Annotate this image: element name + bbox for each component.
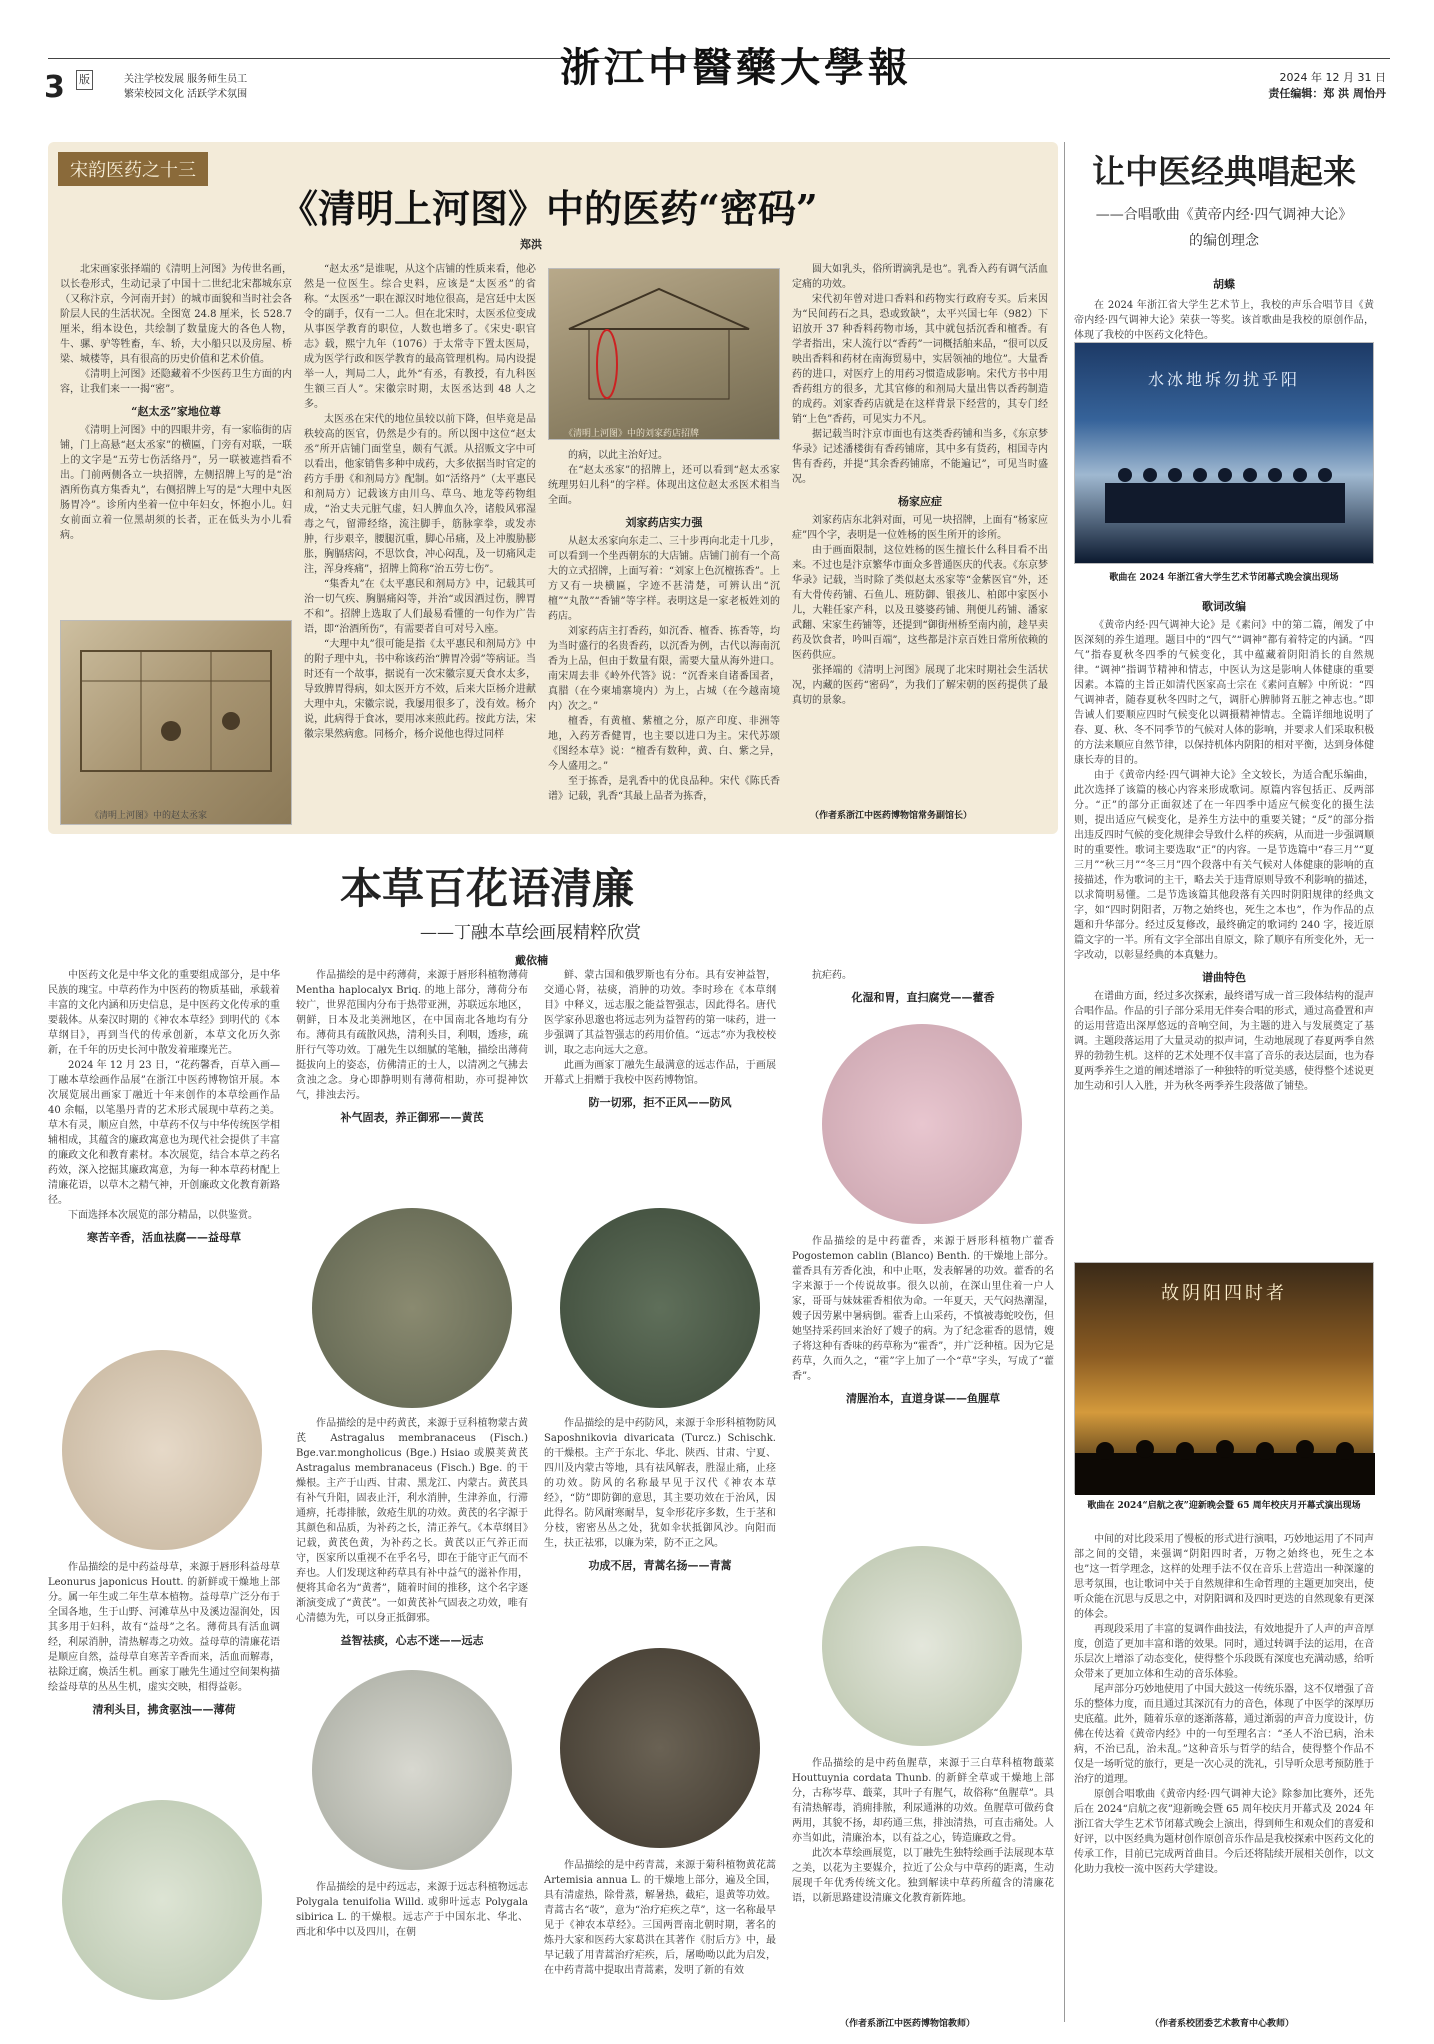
paragraph: 刘家药店东北斜对面，可见一块招牌，上面有“杨家应症”四个字，表明是一位姓杨的医生所开的诊所。 <box>792 515 1048 541</box>
paragraph: 鲜、蒙古国和俄罗斯也有分布。具有安神益智，交通心肾，祛痰，消肿的功效。李时珍在《本草纲目》中释义，远志服之能益智强志，因此得名。唐代医学家孙思邈也将远志列为益智药的第一味药，进一步强调了其益智强志的药用价值。“远志”亦为我校校训，取之志向远大之意。 <box>544 970 776 1056</box>
paragraph: 的病，以此主治好过。 <box>568 450 668 461</box>
article-b-col4 <box>792 968 1054 1009</box>
paragraph: 作品描绘的是中药益母草，来源于唇形科益母草 Leonurus japonicus Houtt. 的新鲜或干燥地上部分。属一年生或二年生草本植物。益母草广泛分布于全国各地，生于山野、河滩草丛中及溪边湿润处，因其多用于妇科，故有“益母”之名。薄荷具有活血调经，利尿消肿，清热解毒之功效。益母草的清廉花语是顺应自然，益母草自寒苦辛香而来，活血而解毒，祛除迂腐，焕活生机。画家丁融先生通过空间架构描绘益母草的丛丛生机，虚实交映，相得益彰。 <box>48 1562 280 1693</box>
article-a-col2 <box>304 262 536 742</box>
painting-bohe <box>62 1800 262 2000</box>
slogan-line: 关注学校发展 服务师生员工 <box>124 74 248 85</box>
article-r-intro <box>1074 298 1374 343</box>
article-b-col2-mid <box>296 1416 528 1652</box>
paragraph: 北宋画家张择端的《清明上河图》为传世名画，以长卷形式，生动记录了中国十二世纪北宋都城东京（又称汴京，今河南开封）的城市面貌和当时社会各阶层人民的生活状况。全图宽 24.8 厘米，长 528.7 厘米，绢本设色，共绘制了数量庞大的各色人物，牛、骡、驴等牲畜，车、轿，大小船只以及房屋、桥梁、城楼等，具有很高的历史价值和艺术价值。 <box>60 264 292 365</box>
paragraph: 原创合唱歌曲《黄帝内经·四气调神大论》除参加比赛外，还先后在 2024“启航之夜”迎新晚会暨 65 周年校庆月开幕式及 2024 年浙江省大学生艺术节闭幕式晚会上演出，得到师生和观众们的喜爱和好评，以中医经典为题材创作原创音乐作品是我校探索中医药文化的传承工作，目前已完成两首曲目。今后还将陆续开展相关创作，以文化助力我校一流中医药大学建设。 <box>1074 1789 1374 1875</box>
article-b-author: 戴依楠 <box>515 954 548 967</box>
caption: 歌曲在 2024“启航之夜”迎新晚会暨 65 周年校庆月开幕式演出现场 <box>1087 1501 1361 1511</box>
paragraph: “集香丸”在《太平惠民和剂局方》中，记载其可治一切气疾、胸膈痛闷等，并治“或因酒过伤，脾胃不和”。招牌上选取了人们最易看懂的一句作为广告语，即“治酒所伤”，有需要者自可对号入座。 <box>304 579 536 635</box>
subheading: 功成不居，青蒿名扬——青蒿 <box>588 1559 732 1572</box>
caption: 歌曲在 2024 年浙江省大学生艺术节闭幕式晚会演出现场 <box>1109 573 1339 583</box>
paragraph: 《清明上河图》还隐藏着不少医药卫生方面的内容，让我们来一一揭“密”。 <box>60 369 292 395</box>
paragraph: 作品描绘的是中药藿香，来源于唇形科植物广藿香 Pogostemon cablin (Blanco) Benth. 的干燥地上部分。藿香具有芳香化浊，和中止呕，发表解暑的功效。藿香的名字来源于一个传说故事。很久以前，在深山里住着一户人家，哥哥与妹妹霍香相依为命。一年夏天，天气闷热潮湿，嫂子因劳累中暑病倒。霍香上山采药，不慎被毒蛇咬伤，但她坚持采药回来治好了嫂子的病。为了纪念霍香的恩情，嫂子将这种有香味的药草称为“霍香”，并广泛种植。因为它是药草，久而久之，“霍”字上加了一个“草”字头，写成了“藿香”。 <box>792 1236 1054 1382</box>
paragraph: 此画为画家丁融先生最满意的远志作品，于画展开幕式上捐赠于我校中医药博物馆。 <box>544 1060 776 1086</box>
article-b-col3-lower <box>544 1858 776 1978</box>
article-a-col3 <box>548 448 780 804</box>
page-label: 版 <box>76 70 93 90</box>
article-a-author: 郑洪 <box>520 238 542 251</box>
dateline <box>1268 70 1386 102</box>
subheading: 清利头目，拂贪驱浊——薄荷 <box>92 1703 236 1716</box>
caption: 《清明上河图》中的赵太丞家 <box>90 811 208 821</box>
paragraph: 下面选择本次展览的部分精品，以供鉴赏。 <box>68 1210 258 1221</box>
subheading: 谱曲特色 <box>1202 971 1246 984</box>
subheading: 清腥治本，直道身谋——鱼腥草 <box>846 1392 1000 1405</box>
stage-banner: 故阴阳四时者 <box>1161 1283 1287 1304</box>
paragraph: 抗疟药。 <box>812 970 852 981</box>
painting-sketch <box>549 269 781 441</box>
paragraph: 2024 年 12 月 23 日，“花药馨香，百草入画—丁融本草绘画作品展”在浙江中医药博物馆开展。本次展览展出画家丁融近十年来创作的本草绘画作品 40 余幅，以笔墨丹青的艺术形式展现中草药之美。草木有灵，顺应自然，中草药不仅与中华传统医学相辅相成，其蕴含的廉政寓意也为现代社会提供了丰富的廉政文化和教育素材。本次展览，结合本草之药名药效，深入挖掘其廉政寓意，为每一种本草药材配上清廉花语，以草木之精气神，开创廉政文化教育新路径。 <box>48 1060 280 1206</box>
article-b-subtitle: ——丁融本草绘画展精粹欣赏 <box>420 923 641 943</box>
article-r-body1 <box>1074 592 1374 1094</box>
article-b-col4-lower <box>792 1756 1054 1906</box>
paragraph: 在谱曲方面，经过多次探索，最终谱写成一首三段体结构的混声合唱作品。作品的引子部分采用无伴奏合唱的形式，通过高叠置和声的运用营造出深厚悠远的音响空间，为主题的进入与发展奠定了基调。主题段落运用了大量灵动的拟声词，生动地展现了春夏两季自然界的勃勃生机。这样的艺术处理不仅丰富了音乐的表达层面，也为春夏两季养生之道的阐述增添了一种独特的听觉美感，使得整个述说更加生动和引人入胜，并为秋冬两季养生段落做了铺垫。 <box>1074 991 1374 1092</box>
paragraph: 作品描绘的是中药远志，来源于远志科植物远志 Polygala tenuifolia Willd. 或卵叶远志 Polygala sibirica L. 的干燥根。远志产于中国东北、华北、西北和华中以及四川，在朝 <box>296 1882 528 1938</box>
painting-qinghao <box>560 1648 760 1848</box>
paragraph: 由于《黄帝内经·四气调神大论》全文较长，为适合配乐编曲，此次选择了该篇的核心内容来形成歌词。原篇内容包括正、反两部分。“正”的部分正面叙述了在一年四季中适应气候变化的摄生法则，提出适应气候变化，是养生方法中的重要关键；“反”的部分指出违反四时气候的变化规律会导致什么样的疾病，从而进一步强调顺时的重要性。歌词主要选取“正”的内容。一是节选篇中“春三月”“夏三月”“秋三月”“冬三月”四个段落中有关气候对人体健康的影响的直接描述，作为歌词的主干，略去关于违背原则导致不利影响的描述，以求简明易懂。二是节选该篇其他段落有关四时阴阳规律的经典文字，如“四时阴阳者，万物之始终也，死生之本也”，作为作品的点题和升华部分。经过反复修改，最终确定的歌词约 240 字，接近原篇文字的一半。所有文字全部出自原文，除了顺序有所变化外，无一字改动，以彰显经典的本真魅力。 <box>1074 770 1374 961</box>
paragraph: 作品描绘的是中药黄芪，来源于豆科植物蒙古黄芪 Astragalus membranaceus (Fisch.) Bge.var.mongholicus (Bge.) Hsiao 或膜荚黄芪 Astragalus membranaceus (Fisch.) Bge. 的干燥根。主产于山西、甘肃、黑龙江、内蒙古。黄芪具有补气升阳，固表止汗，利水消肿，生津养血，行滞通痹，托毒排脓，敛疮生肌的功效。黄芪的名字源于其颜色和品质，为补药之长，清正养气。《本草纲目》记载，黄芪色黄，为补药之长。黄芪以正气养正而守，医家所以重视不在乎名号，即在于能守正气而不弃也。人们发现这种药草具有补中益气的滋补作用，便将其命名为“黄耆”，随着时间的推移，这个名字逐渐演变成了“黄芪”。一如黄芪补气固表之功效，唯有心清德为先，可以身正抵御邪。 <box>296 1418 528 1624</box>
article-a-col4 <box>792 262 1048 708</box>
paragraph: 张择端的《清明上河图》展现了北宋时期社会生活状况，内藏的医药“密码”，为我们了解宋朝的医药提供了最真切的景象。 <box>792 665 1048 706</box>
paragraph: 再现段采用了丰富的复调作曲技法，有效地提升了人声的声音厚度，创造了更加丰富和谐的效果。同时，通过转调手法的运用，在音乐层次上增添了动态变化，使得整个乐段既有深度也充满动感，给听众带来了更加立体和生动的音乐体验。 <box>1074 1624 1374 1680</box>
article-b-col1 <box>48 968 280 1249</box>
painting-liu-shop <box>548 268 780 440</box>
slogan-line: 繁荣校园文化 活跃学术氛围 <box>124 89 248 100</box>
article-b-col4-mid <box>792 1234 1054 1410</box>
article-a-col1 <box>60 262 292 543</box>
subheading: “赵太丞”家地位尊 <box>131 405 221 418</box>
subheading: 益智祛痰，心志不迷——远志 <box>340 1634 484 1647</box>
paragraph: 作品描绘的是中药鱼腥草，来源于三白草科植物蕺菜 Houttuynia cordata Thunb. 的新鲜全草或干燥地上部分，古称岑草、蕺菜，其叶子有腥气，故俗称“鱼腥草”。具有清热解毒，消痈排脓，利尿通淋的功效。鱼腥草可做药食两用，其貌不扬，却药通三焦，排浊清热，可直击痛处。人亦当如此，清廉治本，以有益之心，铸造廉政之骨。 <box>792 1758 1054 1844</box>
subheading: 杨家应症 <box>898 495 942 508</box>
paragraph: 作品描绘的是中药青蒿，来源于菊科植物黄花蒿 Artemisia annua L. 的干燥地上部分，遍及全国，具有清虚热，除骨蒸，解暑热，截疟，退黄等功效。青蒿古名“荍”，意为“治疗疟疾之草”，这一名称最早见于《神农本草经》。三国两晋南北朝时期，著名的炼丹大家和医药大家葛洪在其著作《肘后方》中，最早记载了用青蒿治疗疟疾，后，屠呦呦以此为启发，在中药青蒿中提取出青蒿素，发明了新的有效 <box>544 1860 776 1976</box>
paragraph: 太医丞在宋代的地位虽较以前下降，但毕竟是品秩较高的医官，仍然是少有的。所以图中这位“赵太丞”所开店铺门面堂皇，颇有气派。从招贩文字中可以看出，他家销售多种中成药，大多依据当时官定的药方手册《和剂局方》配制。如“活络丹”（太平惠民和剂局方）记载该方由川乌、草乌、地龙等药物组成，“治丈夫元脏气虚，妇人脾血久冷，诸般风邪湿毒之气，留滞经络，流注脚手，筋脉挛拳，或发赤肿，行步艰辛，腰腿沉重，脚心吊痛，及上冲腹胁膨胀，胸膈痞闷，不思饮食，冲心闷乱，及一切痛风走注，浑身疼痛”，招牌上简称“治五劳七伤”。 <box>304 414 536 575</box>
paragraph: 此次本草绘画展览，以丁融先生独特绘画手法展现本草之美，以花为主要媒介，拉近了公众与中草药的距离，生动展现千年优秀传统文化。独到解读中草药所蕴含的清廉花语，以新思路建设清廉文化教育新阵地。 <box>792 1848 1054 1904</box>
article-b-col3-mid <box>544 1416 776 1577</box>
paragraph: 由于画面限制，这位姓杨的医生擅长什么科目看不出来。不过也是汴京繁华市面众多普通医庆的代表。《东京梦华录》记载，当时除了类似赵太丞家等“金紫医官”外，还有大骨传药铺、石鱼儿、班防御、银孩儿、柏郎中家医小儿，大鞋任家产科，以及丑婆婆药铺、荆便儿药铺、潘家武翻、宋家生药铺等，还提到“御街州桥至南内前，趁早卖药及饮食者，吟叫百端”，这些都是汴京百姓日常所依赖的医药供应。 <box>792 545 1048 661</box>
subheading: 歌词改编 <box>1202 600 1246 613</box>
byline: （作者系校团委艺术教育中心教师） <box>1150 2019 1295 2029</box>
series-badge: 宋韵医药之十三 <box>58 152 208 186</box>
subtitle-line: ——合唱歌曲《黄帝内经·四气调神大论》 <box>1095 207 1353 223</box>
page-number: 3 <box>44 70 65 105</box>
painting-huangqi <box>312 1208 512 1408</box>
subtitle-line: 的编创理念 <box>1189 233 1259 249</box>
painting-zhao-taicheng <box>60 620 292 825</box>
paragraph: “大理中丸”很可能是指《太平惠民和剂局方》中的附子理中丸，书中称该药治“脾胃冷弱”等病证。当时还有一个故事，据说有一次宋徽宗夏天食水太多，导致脾胃得病，如太医开方不效，后来大臣杨介进献大理中丸，宋徽宗说，我屡用很多了，没有效。杨介说，此病得于食冰，要用冰来煎此药。按此方法，宋徽宗果然病愈。同杨介，杨介说他也得过同样 <box>304 639 536 740</box>
byline: （作者系浙江中医药博物馆教师） <box>840 2019 976 2029</box>
column-divider <box>1064 142 1065 2022</box>
stage-banner: 水冰地坼勿扰乎阳 <box>1147 370 1300 389</box>
paragraph: 尾声部分巧妙地使用了中国大鼓这一传统乐器，这不仅增强了音乐的整体力度，而且通过其深沉有力的音色，体现了中医学的深厚历史底蕴。此外，随着乐章的逐渐落幕，通过渐弱的声音力度设计，仿佛在传达着《黄帝内经》中的一句至理名言：“圣人不治已病，治未病，不治已乱，治未乱。”这种音乐与哲学的结合，使得整个作品不仅是一场听觉的旅行，更是一次心灵的洗礼，引导听众思考预防胜于治疗的道理。 <box>1074 1684 1374 1785</box>
article-b-col3 <box>544 968 776 1114</box>
paragraph: 作品描绘的是中药防风，来源于伞形科植物防风 Saposhnikovia divaricata (Turcz.) Schischk. 的干燥根。主产于东北、华北、陕西、甘肃、宁夏、四川及内蒙古等地，具有祛风解表，胜湿止痛，止痉的功效。防风的名称最早见于汉代《神农本草经》，“防”即防御的意思，其主要功效在于治风，因此得名。防风耐寒耐旱，复伞形花序多数，生于茎和分枝，密密丛丛之处，犹如伞状抵御风沙。向阳而生，扶正祛邪，以廉为荣，防不正之风。 <box>544 1418 776 1549</box>
photo-choir-stage <box>1074 342 1374 564</box>
paragraph: 中间的对比段采用了慢板的形式进行演唱，巧妙地运用了不同声部之间的交错，来强调“阴阳四时者，万物之始终也，死生之本也”这一哲学理念，这样的处理手法不仅在音乐上营造出一种深邃的思考氛围，也让歌词中关于自然规律和生命哲理的主题更加突出，使听众能在沉思与反思之中，对阴阳调和及四时更迭的自然现象有更深的体会。 <box>1074 1534 1374 1620</box>
paragraph: 《清明上河图》中的四眼井旁，有一家临街的店铺，门上高悬“赵太丞家”的横匾，门旁有对联，一联上的文字是“五劳七伤活络丹”，另一联被遮挡看不出。门前两侧各立一块招牌，左侧招牌上写的是“治酒所伤真方集香丸”，右侧招牌上写的是“大理中丸医肠胃冷”。诊所内坐着一位中年妇女，怀抱小儿。妇女前面立着一位黑胡须的长者，正在低头为小儿看病。 <box>60 425 292 541</box>
photo-gala-stage <box>1074 1262 1374 1494</box>
painting-yuxingcao <box>822 1546 1022 1746</box>
article-b-title: 本草百花语清廉 <box>340 864 635 913</box>
paragraph: 据记载当时汴京市面也有这类香药铺和当多，《东京梦华录》记述潘楼街有香药铺席，其中多有货药，相国寺内售有香药，并提“其余香药铺席，不能遍记”，可见当时盛况。 <box>792 429 1048 485</box>
subheading: 刘家药店实力强 <box>625 516 703 529</box>
subheading: 化湿和胃，直扫腐党——藿香 <box>851 991 995 1004</box>
caption: 《清明上河图》中的刘家药店招牌 <box>564 429 700 439</box>
article-r-subtitle <box>1074 202 1374 254</box>
editor-credit: 责任编辑：郑 洪 周怡丹 <box>1268 87 1386 100</box>
painting-yuanzhi <box>312 1670 512 1870</box>
subheading: 补气固表，养正御邪——黄芪 <box>340 1111 484 1124</box>
paragraph: 在 2024 年浙江省大学生艺术节上，我校的声乐合唱节目《黄帝内经·四气调神大论》荣获一等奖。该首歌曲是我校的原创作品，体现了我校的中医药文化特色。 <box>1074 300 1374 341</box>
article-b-col2-lower <box>296 1880 528 1940</box>
paragraph: 刘家药店主打香药，如沉香、檀香、拣香等，均为当时盛行的名贵香药，以沉香为例，古代以海南沉香为上品，但由于数量有限，需要大量从海外进口。南宋周去非《岭外代答》说：“沉香来自诸番国者，真腊（在今柬埔寨境内）为上，占城（在今越南境内）次之。” <box>548 626 780 712</box>
article-r-title: 让中医经典唱起来 <box>1092 152 1356 191</box>
article-b-col2 <box>296 968 528 1129</box>
painting-sketch <box>61 621 293 826</box>
masthead: 浙江中醫藥大學報 <box>560 44 912 91</box>
paragraph: 作品描绘的是中药薄荷，来源于唇形科植物薄荷 Mentha haplocalyx Briq. 的地上部分，薄荷分布较广，世界范围内分布于热带亚洲，苏联远东地区，朝鲜，日本及北美洲地区，在中国南北各地均有分布。薄荷具有疏散风热，清利头目，利咽，透疹，疏肝行气等功效。丁融先生以细腻的笔触，描绘出薄荷挺拔向上的姿态，仿佛清正的士人，以清冽之气拂去贪浊之念。身心即静明则有薄荷相助，亦可提神饮气，排浊去污。 <box>296 970 528 1101</box>
subheading: 寒苦辛香，活血祛腐——益母草 <box>87 1231 241 1244</box>
paragraph: 《黄帝内经·四气调神大论》是《素问》中的第二篇，阐发了中医深刻的养生道理。题目中的“四气”“调神”都有着特定的内涵。“四气”指春夏秋冬四季的气候变化，其中蕴藏着阴阳消长的自然规律。“调神”指调节精神和情志，中医认为这是影响人体健康的重要因素。本篇的主旨正如清代医家高士宗在《素问直解》中所说：“四气调神者，随春夏秋冬四时之气，调肝心脾肺肾五脏之神志也。”即告诫人们要顺应四时气候变化以调摄精神情志。全篇详细地说明了春、夏、秋、冬不同季节的气候对人体的影响，并要求人们采取积极的方法来顺应自然节律，以保持机体内阴阳的相对平衡，达到身体健康长寿的目的。 <box>1074 620 1374 766</box>
painting-fangfeng <box>560 1208 760 1408</box>
article-a-title: 《清明上河图》中的医药“密码” <box>280 186 818 231</box>
article-b-col1-lower <box>48 1560 280 1721</box>
paragraph: 宋代初年曾对进口香料和药物实行政府专买。后来因为“民间药石之具，恐或致缺”，太平兴国七年（982）下诏放开 37 种香料药物市场，其中就包括沉香和檀香。有学者指出，宋人流行以“香药”一词概括舶来品，“很可以反映出香料和药材在南海贸易中，实居领袖的地位”。大量香药的进口，对医疗上的用药习惯造成影响。宋代方书中用香药组方的很多，尤其官修的和剂局大量出售以香药制造的成药。刘家香药店就是在这样背景下经营的，其专门经销“上色”香药，可见实力不凡。 <box>792 294 1048 425</box>
slogan <box>124 72 247 102</box>
painting-yimucao <box>62 1350 262 1550</box>
subheading: 防一切邪，拒不正风——防风 <box>588 1096 732 1109</box>
paragraph: 中医药文化是中华文化的重要组成部分，是中华民族的瑰宝。中草药作为中医药的物质基础，承载着丰富的文化内涵和历史信息，是中医药文化传承的重要载体。从秦汉时期的《神农本草经》到明代的《本草纲目》，再到当代的传承创新，本草文化历久弥新，在千年的历史长河中散发着璀璨光芒。 <box>48 970 280 1056</box>
paragraph: 从赵太丞家向东走二、三十步再向北走十几步，可以看到一个坐西朝东的大店铺。店铺门前有一个高大的立式招牌，上面写着：“刘家上色沉檀拣香”。上方又有一块横匾，字迹不甚清楚，可辨认出“沉檀”“丸散”“香铺”等字样。表明这是一家老板姓刘的药店。 <box>548 536 780 622</box>
article-r-body2 <box>1074 1532 1374 1877</box>
article-r-author: 胡蝶 <box>1213 278 1235 291</box>
issue-date: 2024 年 12 月 31 日 <box>1279 71 1386 84</box>
paragraph: 檀香，有黄檀、紫檀之分，原产印度、非洲等地，入药芳香健胃，也主要以进口为主。宋代苏颂《图经本草》说：“檀香有数种，黄、白、紫之异，今人盛用之。” <box>548 716 780 772</box>
paragraph: 在“赵太丞家”的招牌上，还可以看到“赵太丞家统理男妇儿科”的字样。体现出这位赵太丞医术相当全面。 <box>548 465 780 506</box>
paragraph: 圆大如乳头，俗所谓滴乳是也”。乳香入药有调气活血定痛的功效。 <box>792 264 1048 290</box>
paragraph: “赵太丞”是谁呢，从这个店铺的性质来看，他必然是一位医生。综合史料，应该是“太医丞”的省称。“太医丞”一职在源汉时地位很高，是宫廷中太医令的副手，仅有一二人。但在北宋时，太医丞位变成从事医学教育的职位，人数也增多了。《宋史·职官志》载，熙宁九年（1076）于太常寺下置太医局，成为医学行政和医学教育的最高管理机构。局内设提举一人，判局二人，此外“有丞，有教授，有九科医生额三百人”。宋徽宗时期，太医丞达到 48 人之多。 <box>304 264 536 410</box>
paragraph: 至于拣香，是乳香中的优良品种。宋代《陈氏香谱》记载，乳香“其最上品者为拣香， <box>548 776 780 802</box>
painting-huoxiang <box>822 1024 1022 1224</box>
byline: （作者系浙江中医药博物馆常务副馆长） <box>810 811 973 821</box>
